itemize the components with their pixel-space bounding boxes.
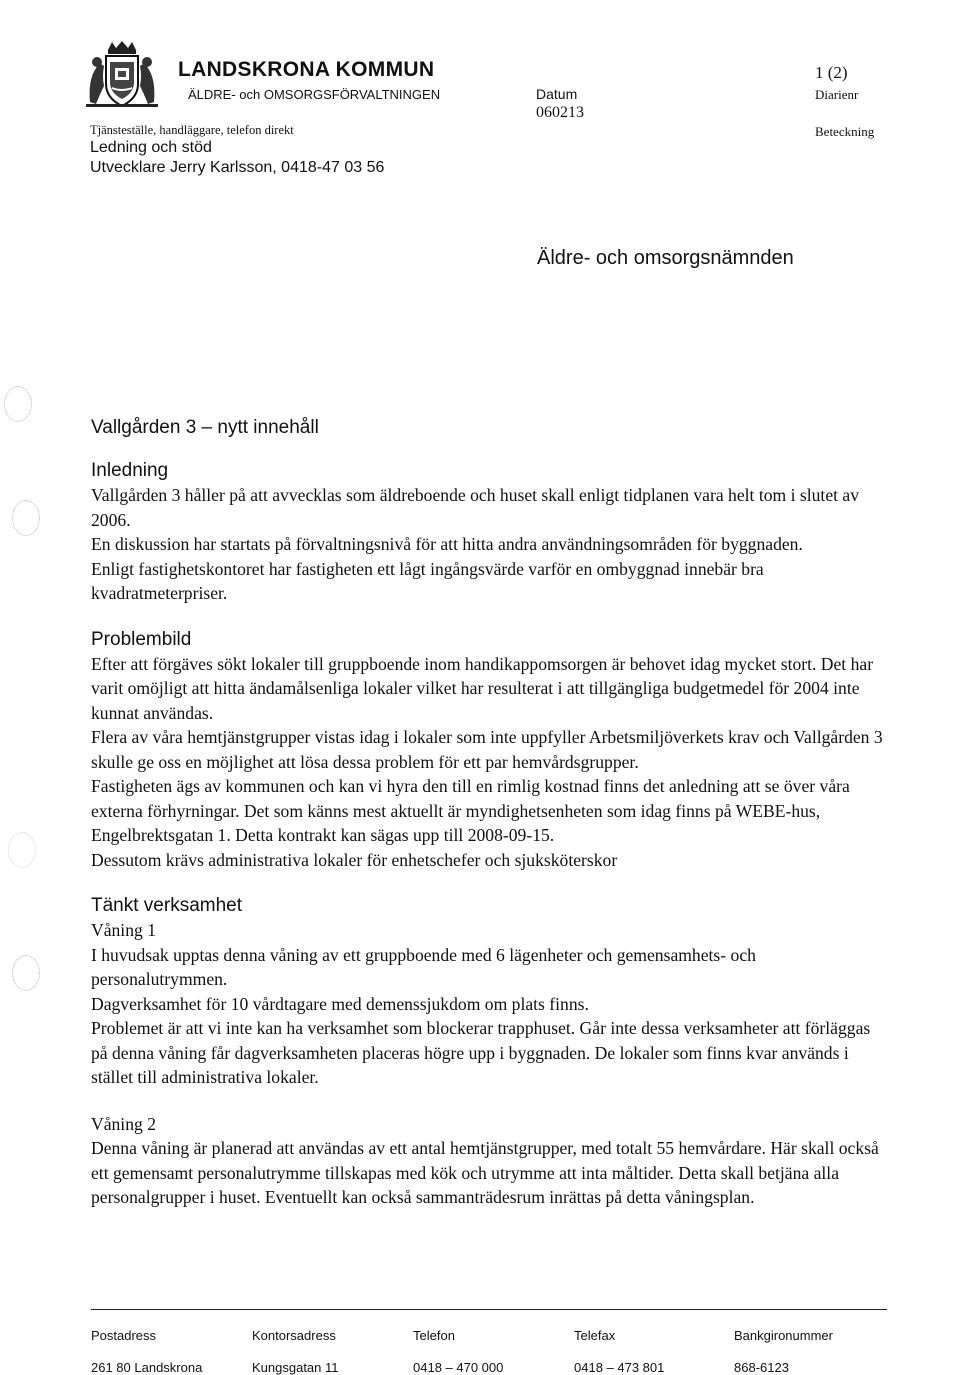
page-number: 1 (2) bbox=[815, 63, 848, 82]
footer-value-kontorsadress: Kungsgatan 11 bbox=[252, 1360, 339, 1375]
section-heading: Tänkt verksamhet bbox=[91, 895, 242, 916]
footer-value-telefax: 0418 – 473 801 bbox=[574, 1360, 665, 1375]
paragraph: Enligt fastighetskontoret har fastigheten ett lågt ingångsvärde varför en ombyggnad innebär bra kvadratmeterpriser. bbox=[91, 558, 764, 603]
paragraph: Vallgården 3 håller på att avvecklas som äldreboende och huset skall enligt tidplanen vara helt tom i slutet av 2006. bbox=[91, 485, 860, 530]
recipient: Äldre- och omsorgsnämnden bbox=[537, 247, 794, 269]
section-heading: Problembild bbox=[91, 628, 192, 650]
section-inledning bbox=[91, 459, 891, 606]
paragraph: Problemet är att vi inte kan ha verksamhet som blockerar trapphuset. Går inte dessa verksamheter att förläggas på denna våning får dagverksamheten placeras högre upp i byggnaden. De lokaler som finns kvar används i stället till administrativa lokaler. bbox=[91, 1018, 871, 1087]
section-tankt-verksamhet bbox=[91, 894, 891, 1210]
footer-label-telefax: Telefax bbox=[574, 1328, 616, 1343]
beteckning-label: Beteckning bbox=[815, 124, 875, 139]
coat-of-arms-icon bbox=[82, 40, 162, 110]
service-label: Tjänsteställe, handläggare, telefon direkt bbox=[90, 123, 294, 137]
paragraph: Efter att förgäves sökt lokaler till gruppboende inom handikappomsorgen är behovet idag mycket stort. Det har varit omöjligt att hitta ändamålsenliga lokaler vilket har resulterat i att tillgängliga budgetmedel för 2004 inte kunnat användas. bbox=[91, 653, 874, 723]
punch-hole-mark bbox=[12, 955, 40, 991]
footer-value-bankgironummer: 868-6123 bbox=[734, 1360, 789, 1375]
org-name: LANDSKRONA KOMMUN bbox=[178, 58, 435, 81]
footer-value-telefon: 0418 – 470 000 bbox=[413, 1360, 504, 1375]
org-department: ÄLDRE- och OMSORGSFÖRVALTNINGEN bbox=[188, 87, 441, 102]
paragraph: I huvudsak upptas denna våning av ett gruppboende med 6 lägenheter och gemensamhets- och personalutrymmen. bbox=[91, 944, 756, 989]
document-body bbox=[91, 416, 891, 1210]
paragraph: Dessutom krävs administrativa lokaler för enhetschefer och sjuksköterskor bbox=[91, 849, 618, 870]
paragraph: Denna våning är planerad att användas av ett antal hemtjänstgrupper, med totalt 55 hemvårdare. Här skall också ett gemensamt personalutrymme tillskapas med kök och utrymme att inta måltider. Detta skall betjäna alla personalgrupper i huset. Eventuellt kan också sammanträdesrum inrättas på detta våningsplan. bbox=[91, 1138, 879, 1207]
footer-divider bbox=[91, 1309, 887, 1310]
paragraph: Flera av våra hemtjänstgrupper vistas idag i lokaler som inte uppfyller Arbetsmiljöverkets krav och Vallgården 3 skulle ge oss en möjlighet att lösa dessa problem för ett par hemvårdsgrupper. bbox=[91, 727, 883, 772]
footer-label-bankgironummer: Bankgironummer bbox=[734, 1328, 833, 1343]
punch-hole-mark bbox=[4, 386, 32, 422]
paragraph: Fastigheten ägs av kommunen och kan vi hyra den till en rimlig kostnad finns det anledning att se över våra externa förhyrningar. Det som känns mest aktuellt är myndighetsenheten som idag finns på WEBE-hus, Engelbrektsgatan 1. Detta kontrakt kan sägas upp till 2008-09-15. bbox=[91, 776, 850, 845]
paragraph: Dagverksamhet för 10 vårdtagare med demenssjukdom om plats finns. bbox=[91, 993, 589, 1014]
subsection-heading: Våning 2 bbox=[91, 1113, 156, 1134]
footer-label-telefon: Telefon bbox=[413, 1328, 455, 1343]
date-value: 060213 bbox=[536, 104, 584, 121]
footer-label-postadress: Postadress bbox=[91, 1328, 157, 1343]
subsection-heading: Våning 1 bbox=[91, 920, 156, 940]
footer-value-postadress: 261 80 Landskrona bbox=[91, 1360, 203, 1375]
section-problembild bbox=[91, 628, 891, 873]
service-contact: Utvecklare Jerry Karlsson, 0418-47 03 56 bbox=[90, 159, 385, 176]
service-unit: Ledning och stöd bbox=[90, 139, 212, 156]
punch-hole-mark bbox=[12, 500, 40, 536]
date-label: Datum bbox=[536, 86, 578, 102]
punch-hole-mark bbox=[8, 832, 36, 868]
diarienr-label: Diarienr bbox=[815, 87, 859, 102]
footer-label-kontorsadress: Kontorsadress bbox=[252, 1328, 336, 1343]
document-title: Vallgården 3 – nytt innehåll bbox=[91, 417, 319, 438]
section-heading: Inledning bbox=[91, 460, 169, 481]
paragraph: En diskussion har startats på förvaltningsnivå för att hitta andra användningsområden för byggnaden. bbox=[91, 534, 803, 554]
